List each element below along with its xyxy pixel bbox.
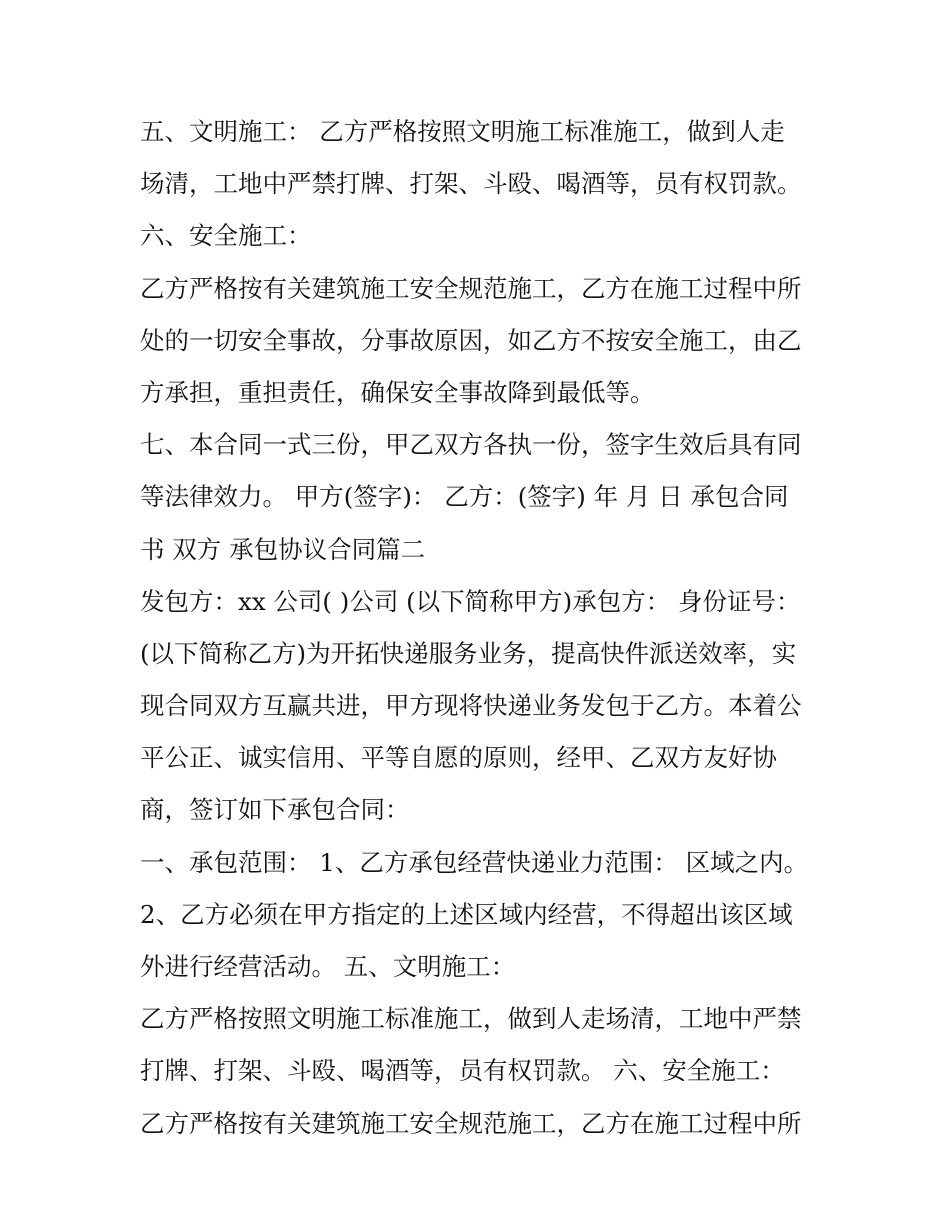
- text-line: 乙方严格按照文明施工标准施工，做到人走场清，工地中严禁: [140, 1004, 802, 1034]
- text-line: 2、乙方必须在甲方指定的上述区域内经营，不得超出该区域: [140, 899, 793, 929]
- text-line: 发包方：xx 公司( )公司 (以下简称甲方)承包方： 身份证号：: [140, 586, 801, 616]
- text-line: 等法律效力。 甲方(签字)： 乙方：(签字) 年 月 日 承包合同: [140, 482, 789, 512]
- text-line: 乙方严格按有关建筑施工安全规范施工，乙方在施工过程中所: [140, 273, 802, 303]
- text-line: 一、承包范围： 1、乙方承包经营快递业力范围： 区域之内。: [140, 847, 809, 877]
- text-line: (以下简称乙方)为开拓快递服务业务，提高快件派送效率，实: [140, 638, 797, 668]
- text-line: 场清，工地中严禁打牌、打架、斗殴、喝酒等，员有权罚款。: [140, 169, 802, 199]
- text-line: 六、安全施工：: [140, 221, 312, 251]
- document-body: [140, 106, 830, 1150]
- text-line: 外进行经营活动。 五、文明施工：: [140, 952, 516, 981]
- text-line: 商，签订如下承包合同：: [140, 795, 410, 825]
- text-line: 现合同双方互赢共进，甲方现将快递业务发包于乙方。本着公: [140, 691, 802, 721]
- text-line: 平公正、诚实信用、平等自愿的原则，经甲、乙双方友好协: [140, 743, 777, 773]
- text-line: 方承担，重担责任，确保安全事故降到最低等。: [140, 377, 655, 407]
- text-line: 书 双方 承包协议合同篇二: [140, 534, 426, 564]
- text-line: 七、本合同一式三份，甲乙双方各执一份，签字生效后具有同: [140, 430, 802, 460]
- text-line: 处的一切安全事故，分事故原因，如乙方不按安全施工，由乙: [140, 325, 802, 355]
- text-line: 打牌、打架、斗殴、喝酒等，员有权罚款。 六、安全施工：: [140, 1056, 785, 1086]
- text-line: 五、文明施工： 乙方严格按照文明施工标准施工，做到人走: [140, 117, 785, 146]
- text-line: 乙方严格按有关建筑施工安全规范施工，乙方在施工过程中所: [140, 1108, 802, 1138]
